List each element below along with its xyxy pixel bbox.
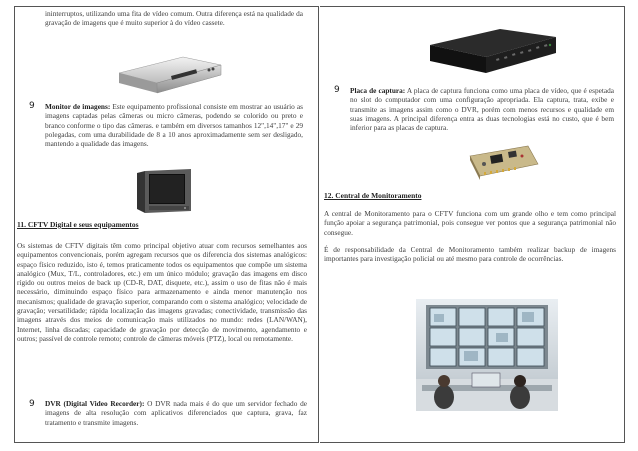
dvr-device-photo [420, 23, 560, 77]
bullet-icon: 9 [334, 85, 340, 95]
section-12-paragraph-1: A central de Monitoramento para o CFTV funciona com um grande olho e tem como principal função apoiar a segurança patrimonial, pois consegue ver pontos que a segurança patrimonial não consegue. [324, 209, 616, 237]
bullet-icon: 9 [29, 101, 35, 111]
monitor-bullet-text: Este equipamento profissional consiste em mostrar ao usuário as imagens captadas pelas câmeras ou micro câmeras, podendo se colorido ou preto e branco conforme o tipo das câmeras. e também em diversos tamanhos 12",14",17" e 29 polegadas, com uma durabilidade de 8 a 10 anos aproximadamente sem ser desligado, mantendo a qualidade das imagens. [45, 102, 303, 149]
section-12-heading: 12. Central de Monitoramento [324, 191, 422, 200]
crt-monitor-photo [135, 167, 197, 217]
document-page-right [320, 6, 625, 443]
monitor-bullet-title: Monitor de imagens: [45, 102, 111, 111]
monitor-bullet-paragraph [45, 102, 303, 148]
dvr-bullet-title: DVR (Digital Video Recorder): [45, 399, 145, 408]
intro-paragraph: ininterruptos, utilizando uma fita de vídeo comum. Outra diferença está na qualidade da gravação de imagens que é muito superior à do vídeo cassete. [45, 9, 303, 28]
video-recorder-photo [113, 47, 225, 97]
placa-bullet-paragraph [350, 86, 614, 132]
section-11-paragraph: Os sistemas de CFTV digitais têm como principal objetivo atuar com recursos semelhantes aos equipamentos convencionais, porém agregam recursos que os diferencia dos sistemas analógicos: espaço físico reduzido, isto é, temos praticamente todos os equipamentos que compõe um sistema analógico (Mux, T/L, controladores, etc.) em um único módulo; gravação das imagens em disco rígido ou outros meios de back up (CD-R, DAT, disquete, etc.), assim o uso de fitas não é mais necessário, diminuindo espaço físico para armazenamento e ainda menor manutenção nos mecanismos; qualidade de gravação superior, comparando com o sistema analógico; velocidade de gravação; versatilidade; rápida localização das imagens gravadas; conectividade, transmissão das imagens através dos meios de comunicação mais utilizados no mundo: redes (LAN/WAN), Internet, linha discadas; capacidade de gravação por detecção de movimento, agendamento e outros; passível de controle remoto; controle de câmeras móveis (PTZ), local ou remotamente. [17, 241, 307, 343]
section-11-heading: 11. CFTV Digital e seus equipamentos [17, 220, 139, 229]
placa-bullet-text: A placa de captura funciona como uma placa de vídeo, que é espetada no slot do computador com uma configuração apropriada. Ela captura, trata, exibe e transmite as imagens assim como o DVR, porém com menos recursos e qualidade em suas imagens. A principal diferença entra as duas tecnologias está no custo, que é bem inferior para as placas de captura. [350, 86, 614, 133]
monitoring-center-photo [416, 299, 558, 411]
document-page-left [14, 6, 319, 443]
dvr-bullet-text: O DVR nada mais é do que um servidor fechado de imagens de alta resolução com aplicativos diferenciados que captura, grava, faz tratamento e transmite imagens. [45, 399, 307, 427]
section-12-paragraph-2: É de responsabilidade da Central de Monitoramento também realizar backup de imagens importantes para investigação policial ou até mesmo para controle de ocorrências. [324, 245, 616, 264]
bullet-icon: 9 [29, 399, 35, 409]
capture-card-photo [466, 142, 542, 182]
dvr-bullet-paragraph [45, 399, 307, 427]
placa-bullet-title: Placa de captura: [350, 86, 406, 95]
